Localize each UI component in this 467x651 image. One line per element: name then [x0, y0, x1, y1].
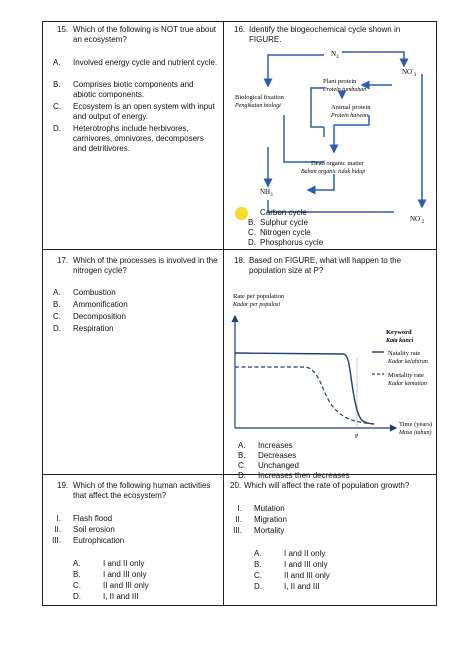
option-text: Increases [258, 441, 293, 450]
statement-text: Eutrophication [73, 536, 125, 545]
option-text: Phosphorus cycle [260, 238, 324, 247]
biological-fixation-label: Biological fixation [235, 94, 284, 101]
option-text: Combustion [73, 288, 116, 297]
question-number: 18. [234, 256, 246, 265]
option-letter: A. [238, 441, 246, 450]
question-number: 17. [57, 256, 69, 265]
biological-fixation-label-ms: Pengikatan biologi [235, 103, 281, 109]
option-text: I and III only [284, 560, 328, 569]
question-number: 15. [57, 25, 69, 34]
arrow [284, 115, 324, 162]
option-letter: B. [238, 451, 246, 460]
natality-rate-series [235, 353, 374, 424]
question-text: Which of the processes is involved in the nitrogen cycle? [73, 256, 218, 275]
statement-number: I. [56, 514, 61, 523]
plant-protein-label-ms: Protein tumbuhan [323, 87, 367, 93]
question-number: 20. [230, 481, 242, 490]
option-letter: A. [53, 288, 61, 297]
option-text: I and II only [284, 549, 326, 558]
option-letter: A. [73, 559, 81, 568]
question-17 [43, 250, 223, 474]
legend-title-ms: Kata kunci [386, 338, 414, 344]
statement-number: II. [235, 515, 242, 524]
legend-mortality-label: Mortality rate [388, 372, 424, 379]
option-letter: D. [53, 324, 61, 333]
question-19 [43, 475, 223, 607]
x-axis-label: Time (years) [399, 421, 433, 428]
arrow [268, 55, 324, 86]
legend-title: Keyword [386, 329, 412, 336]
option-text: Ammonification [73, 300, 128, 309]
population-rate-chart [224, 250, 438, 440]
dead-organic-matter-label-ms: Bahan organic tidak hidup [301, 169, 366, 175]
option-text: Carbon cycle [260, 208, 307, 217]
p-marker-label: P [355, 434, 359, 440]
y-axis-label: Rate per population [233, 293, 285, 300]
nh3-label: $NH_3$ [260, 188, 273, 198]
question-text: Which of the following is NOT true about an ecosystem? [73, 25, 217, 44]
y-axis-label-ms: Kadar per populasi [233, 302, 281, 308]
statement-number: I. [237, 504, 242, 513]
option-text: Unchanged [258, 461, 299, 470]
arrow [334, 115, 369, 152]
statement-number: III. [233, 526, 242, 535]
option-letter: C. [254, 571, 262, 580]
option-letter: B. [73, 570, 81, 579]
option-letter: D. [254, 582, 262, 591]
option-text: Respiration [73, 324, 114, 333]
no3-label: $NO^-_3$ [402, 68, 417, 78]
question-20 [224, 475, 438, 607]
animal-protein-label: Animal protein [331, 104, 371, 111]
option-text: I, II and III [103, 592, 139, 601]
statement-text: Mortality [254, 526, 285, 535]
question-text: Identify the biogeochemical cycle shown in FIGURE. [249, 25, 401, 44]
option-text: Involved energy cycle and nutrient cycle. [73, 58, 218, 67]
animal-protein-label-ms: Protein haiwan [331, 113, 368, 119]
option-text: Sulphur cycle [260, 218, 309, 227]
legend-natality-label-ms: Kadar kelahiran [388, 359, 428, 365]
statement-text: Flash flood [73, 514, 113, 523]
option-letter: A. [53, 58, 61, 67]
arrow [311, 88, 324, 127]
statement-number: II. [54, 525, 61, 534]
option-text: Decomposition [73, 312, 126, 321]
highlight-marker [235, 207, 248, 220]
question-15 [43, 22, 223, 249]
option-letter: B. [53, 80, 61, 89]
option-letter: C. [53, 102, 61, 111]
legend-mortality-label-ms: Kadar kematian [388, 381, 427, 387]
x-axis-label-ms: Masa (tahun) [399, 430, 432, 436]
option-text: Comprises biotic components and abiotic components. [73, 80, 194, 99]
question-number: 16. [234, 25, 246, 34]
option-text: I and II only [103, 559, 145, 568]
option-letter: C. [248, 228, 256, 237]
question-18 [224, 250, 438, 480]
question-16 [224, 22, 438, 249]
option-letter: C. [73, 581, 81, 590]
statement-text: Migration [254, 515, 287, 524]
option-letter: D. [53, 124, 61, 133]
statement-text: Soil erosion [73, 525, 115, 534]
option-letter: D. [248, 238, 256, 247]
question-text: Which of the following human activities that affect the ecosystem? [73, 481, 211, 500]
option-letter: B. [53, 300, 61, 309]
question-number: 19. [57, 481, 69, 490]
no2-label: $NO^-_2$ [410, 215, 425, 225]
dead-organic-matter-label: Dead organic matter [311, 160, 364, 167]
option-text: Decreases [258, 451, 297, 460]
option-text: Nitrogen cycle [260, 228, 311, 237]
option-text: Heterotrophs include herbivores, carnivores, omnivores, decomposers and detritivores. [73, 124, 204, 153]
arrow [342, 52, 404, 66]
arrow [308, 174, 334, 190]
option-text: Ecosystem is an open system with input and output of energy. [73, 102, 215, 121]
option-text: II and III only [103, 581, 149, 590]
question-text: Which will affect the rate of population growth? [244, 481, 410, 490]
statement-number: III. [52, 536, 61, 545]
legend-natality-label: Natality rate [388, 350, 421, 357]
statement-text: Mutation [254, 504, 285, 513]
option-letter: C. [53, 312, 61, 321]
option-text: II and III only [284, 571, 330, 580]
option-letter: D. [73, 592, 81, 601]
option-text: I and III only [103, 570, 147, 579]
n2-label: $N_2$ [331, 50, 339, 60]
question-table [42, 21, 437, 606]
option-letter: D. [238, 471, 246, 480]
plant-protein-label: Plant protein [323, 78, 357, 85]
question-text: Based on FIGURE, what will happen to the population size at P? [249, 256, 402, 275]
option-text: Increases then decreases [258, 471, 350, 480]
option-letter: C. [238, 461, 246, 470]
option-letter: A. [254, 549, 262, 558]
option-letter: B. [254, 560, 262, 569]
option-text: I, II and III [284, 582, 320, 591]
option-letter: B. [248, 218, 256, 227]
